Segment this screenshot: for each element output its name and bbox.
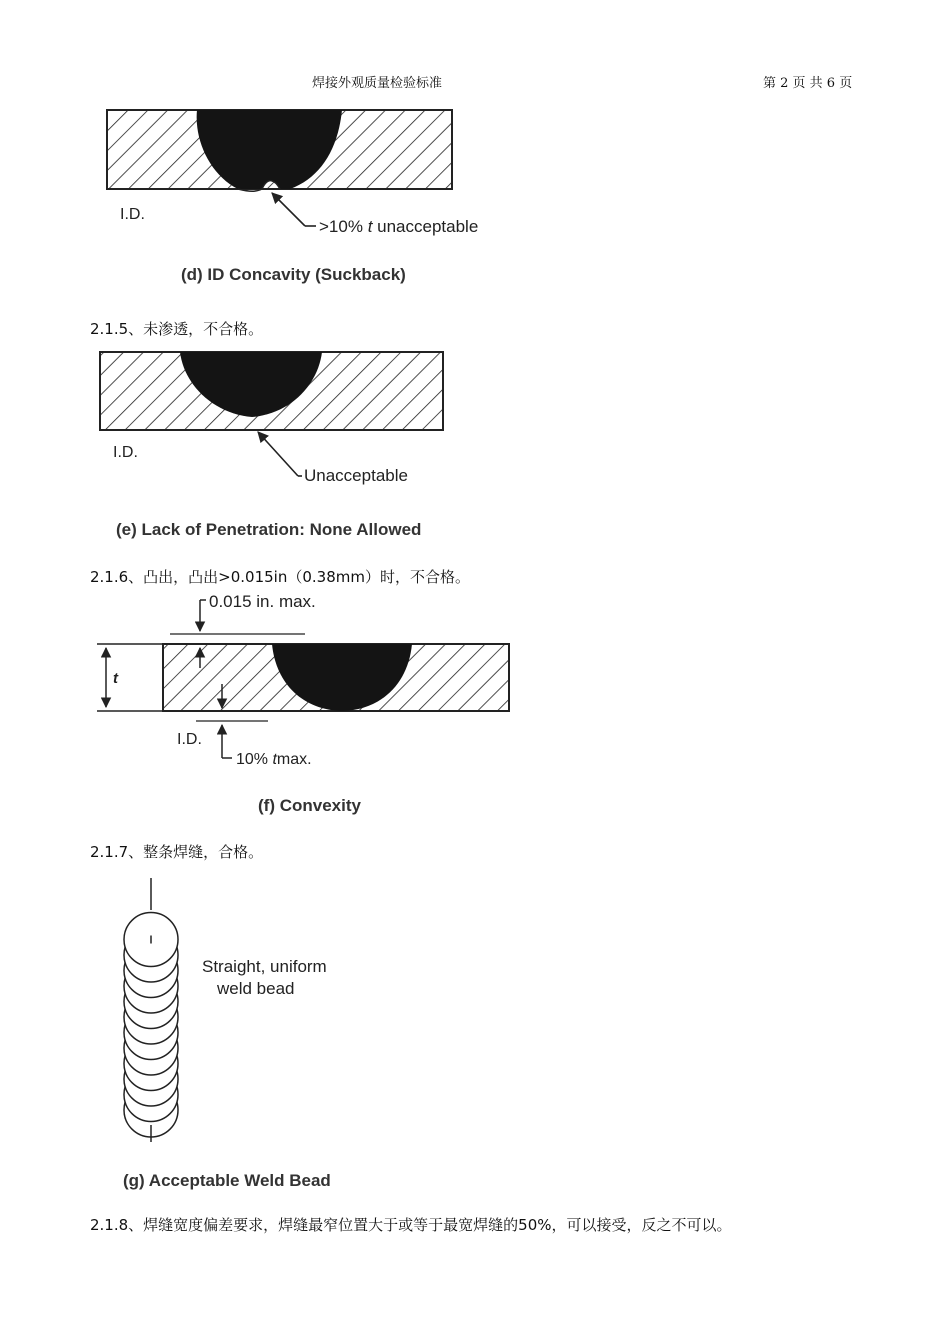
section-2-1-7: 2.1.7、整条焊缝，合格。 xyxy=(90,843,264,861)
section-2-1-8: 2.1.8、焊缝宽度偏差要求，焊缝最窄位置大于或等于最宽焊缝的50%，可以接受，反之不可以。 xyxy=(90,1216,732,1234)
top-limit-label: 0.015 in. max. xyxy=(209,592,316,611)
section-2-1-5: 2.1.5、未渗透，不合格。 xyxy=(90,320,264,338)
bottom-limit-label: 10% tmax. xyxy=(236,751,312,768)
bead-label-line2: weld bead xyxy=(217,979,295,998)
figure-d-concavity xyxy=(107,110,478,284)
document-title: 焊接外观质量检验标准 xyxy=(312,76,443,91)
callout-arrow xyxy=(258,432,298,476)
id-label: I.D. xyxy=(113,444,138,461)
page-number: 第 2 页 共 6 页 xyxy=(763,76,853,91)
callout-text: >10% t unacceptable xyxy=(319,217,479,236)
figure-g-caption: (g) Acceptable Weld Bead xyxy=(123,1171,331,1190)
section-2-1-6: 2.1.6、凸出，凸出>0.015in（0.38mm）时，不合格。 xyxy=(90,568,470,586)
thickness-label: t xyxy=(113,670,118,687)
bead-label-line1: Straight, uniform xyxy=(202,957,327,976)
weld-ripples xyxy=(124,913,178,1138)
id-label: I.D. xyxy=(177,731,202,748)
callout-arrow xyxy=(272,193,305,226)
figure-g-weld-bead xyxy=(123,878,331,1190)
figure-d-caption: (d) ID Concavity (Suckback) xyxy=(181,265,406,284)
id-label: I.D. xyxy=(120,206,145,223)
figure-e-caption: (e) Lack of Penetration: None Allowed xyxy=(116,520,422,539)
callout-text: Unacceptable xyxy=(304,466,408,485)
figure-e-lack-of-penetration xyxy=(100,352,443,539)
figure-f-convexity xyxy=(97,592,509,815)
figure-f-caption: (f) Convexity xyxy=(258,796,361,815)
